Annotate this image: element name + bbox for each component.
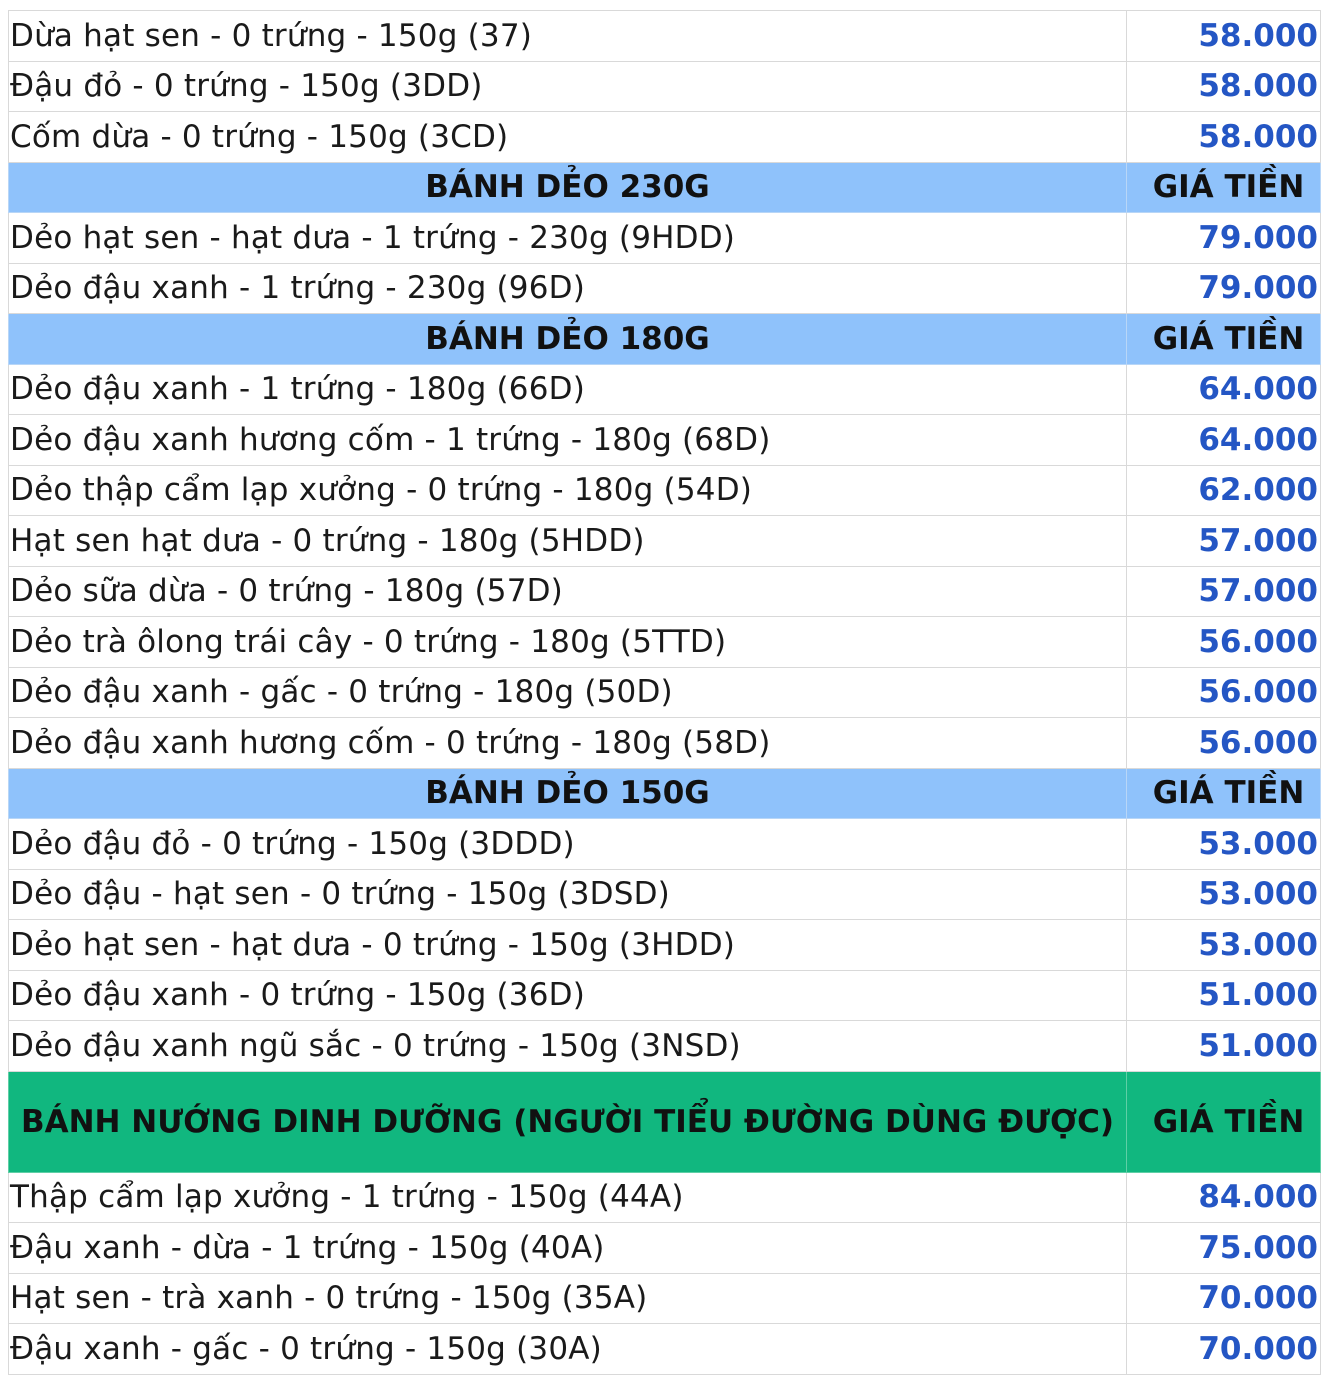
product-price: 57.000 bbox=[1127, 516, 1321, 567]
product-name: Hạt sen hạt dưa - 0 trứng - 180g (5HDD) bbox=[9, 516, 1127, 567]
table-row bbox=[9, 1021, 1321, 1072]
product-price: 58.000 bbox=[1127, 11, 1321, 62]
section-title: BÁNH DẺO 150G bbox=[9, 768, 1127, 819]
table-row bbox=[9, 516, 1321, 567]
product-name: Dẻo hạt sen - hạt dưa - 0 trứng - 150g (3HDD) bbox=[9, 920, 1127, 971]
product-price: 58.000 bbox=[1127, 61, 1321, 112]
table-row bbox=[9, 1172, 1321, 1223]
product-price: 53.000 bbox=[1127, 920, 1321, 971]
table-row bbox=[9, 465, 1321, 516]
product-price: 64.000 bbox=[1127, 364, 1321, 415]
product-name: Thập cẩm lạp xưởng - 1 trứng - 150g (44A) bbox=[9, 1172, 1127, 1223]
product-price: 51.000 bbox=[1127, 1021, 1321, 1072]
product-price: 56.000 bbox=[1127, 667, 1321, 718]
price-column-header: GIÁ TIỀN bbox=[1127, 768, 1321, 819]
product-price: 62.000 bbox=[1127, 465, 1321, 516]
table-row bbox=[9, 213, 1321, 264]
product-name: Dẻo đậu xanh - gấc - 0 trứng - 180g (50D) bbox=[9, 667, 1127, 718]
price-column-header: GIÁ TIỀN bbox=[1127, 1071, 1321, 1172]
product-price: 79.000 bbox=[1127, 263, 1321, 314]
section-header-row bbox=[9, 768, 1321, 819]
table-row bbox=[9, 61, 1321, 112]
product-price: 75.000 bbox=[1127, 1223, 1321, 1274]
product-name: Dẻo đậu xanh - 1 trứng - 180g (66D) bbox=[9, 364, 1127, 415]
product-price: 51.000 bbox=[1127, 970, 1321, 1021]
section-header-row bbox=[9, 162, 1321, 213]
price-list-table bbox=[8, 10, 1321, 1375]
product-name: Dẻo đậu xanh - 0 trứng - 150g (36D) bbox=[9, 970, 1127, 1021]
section-title: BÁNH DẺO 230G bbox=[9, 162, 1127, 213]
table-row bbox=[9, 1324, 1321, 1375]
product-name: Dẻo sữa dừa - 0 trứng - 180g (57D) bbox=[9, 566, 1127, 617]
table-row bbox=[9, 11, 1321, 62]
table-row bbox=[9, 920, 1321, 971]
table-row bbox=[9, 869, 1321, 920]
price-column-header: GIÁ TIỀN bbox=[1127, 162, 1321, 213]
product-name: Dẻo đậu xanh hương cốm - 0 trứng - 180g (58D) bbox=[9, 718, 1127, 769]
table-row bbox=[9, 819, 1321, 870]
table-row bbox=[9, 263, 1321, 314]
product-name: Dẻo đậu đỏ - 0 trứng - 150g (3DDD) bbox=[9, 819, 1127, 870]
section-title: BÁNH NƯỚNG DINH DƯỠNG (NGƯỜI TIỂU ĐƯỜNG DÙNG ĐƯỢC) bbox=[9, 1071, 1127, 1172]
product-name: Dẻo đậu xanh - 1 trứng - 230g (96D) bbox=[9, 263, 1127, 314]
section-title: BÁNH DẺO 180G bbox=[9, 314, 1127, 365]
product-price: 79.000 bbox=[1127, 213, 1321, 264]
product-price: 57.000 bbox=[1127, 566, 1321, 617]
table-row bbox=[9, 970, 1321, 1021]
price-list-body bbox=[9, 11, 1321, 1375]
table-row bbox=[9, 1223, 1321, 1274]
product-price: 56.000 bbox=[1127, 718, 1321, 769]
price-column-header: GIÁ TIỀN bbox=[1127, 314, 1321, 365]
product-name: Dẻo đậu xanh hương cốm - 1 trứng - 180g (68D) bbox=[9, 415, 1127, 466]
product-name: Dẻo đậu xanh ngũ sắc - 0 trứng - 150g (3NSD) bbox=[9, 1021, 1127, 1072]
product-price: 58.000 bbox=[1127, 112, 1321, 163]
table-row bbox=[9, 718, 1321, 769]
table-row bbox=[9, 1273, 1321, 1324]
product-name: Cốm dừa - 0 trứng - 150g (3CD) bbox=[9, 112, 1127, 163]
table-row bbox=[9, 112, 1321, 163]
product-price: 70.000 bbox=[1127, 1273, 1321, 1324]
product-price: 84.000 bbox=[1127, 1172, 1321, 1223]
product-price: 56.000 bbox=[1127, 617, 1321, 668]
table-row bbox=[9, 617, 1321, 668]
table-row bbox=[9, 364, 1321, 415]
product-name: Dẻo hạt sen - hạt dưa - 1 trứng - 230g (9HDD) bbox=[9, 213, 1127, 264]
product-price: 64.000 bbox=[1127, 415, 1321, 466]
table-row bbox=[9, 667, 1321, 718]
product-name: Dẻo trà ôlong trái cây - 0 trứng - 180g (5TTD) bbox=[9, 617, 1127, 668]
product-price: 70.000 bbox=[1127, 1324, 1321, 1375]
product-price: 53.000 bbox=[1127, 869, 1321, 920]
product-name: Đậu xanh - gấc - 0 trứng - 150g (30A) bbox=[9, 1324, 1127, 1375]
product-price: 53.000 bbox=[1127, 819, 1321, 870]
product-name: Hạt sen - trà xanh - 0 trứng - 150g (35A) bbox=[9, 1273, 1127, 1324]
product-name: Đậu đỏ - 0 trứng - 150g (3DD) bbox=[9, 61, 1127, 112]
product-name: Dẻo đậu - hạt sen - 0 trứng - 150g (3DSD) bbox=[9, 869, 1127, 920]
section-header-row bbox=[9, 1071, 1321, 1172]
table-row bbox=[9, 566, 1321, 617]
section-header-row bbox=[9, 314, 1321, 365]
table-row bbox=[9, 415, 1321, 466]
product-name: Dẻo thập cẩm lạp xưởng - 0 trứng - 180g (54D) bbox=[9, 465, 1127, 516]
product-name: Dừa hạt sen - 0 trứng - 150g (37) bbox=[9, 11, 1127, 62]
product-name: Đậu xanh - dừa - 1 trứng - 150g (40A) bbox=[9, 1223, 1127, 1274]
